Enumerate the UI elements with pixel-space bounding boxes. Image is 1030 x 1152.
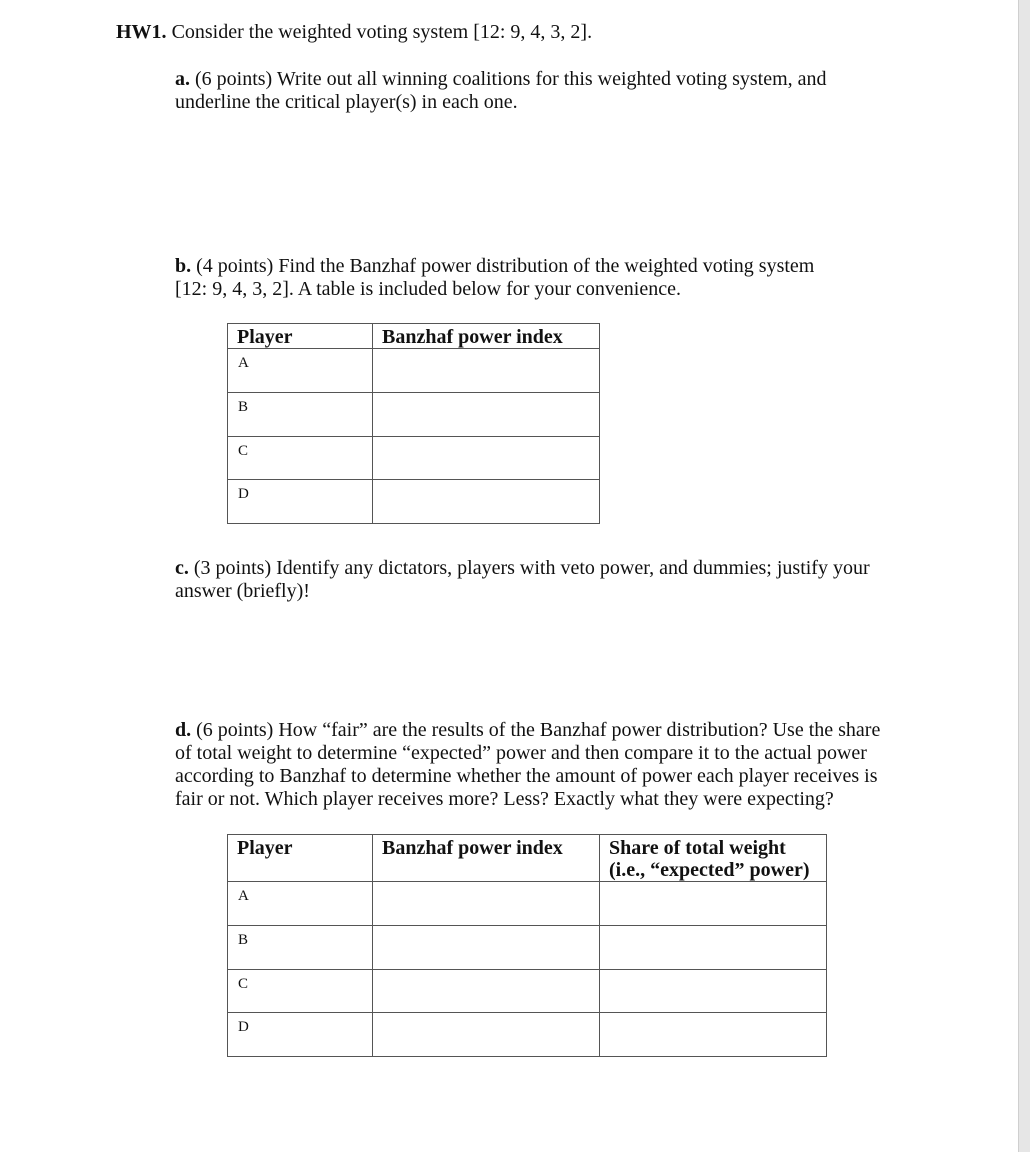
banzhaf-table [227, 323, 600, 524]
part-a-line-1 [175, 68, 827, 91]
player-cell-a: A [228, 349, 373, 393]
part-c-text-1: (3 points) Identify any dictators, players with veto power, and dummies; justify your [188, 557, 870, 579]
window-scrollbar[interactable] [1018, 0, 1030, 1152]
header-banzhaf-index: Banzhaf power index [373, 835, 600, 882]
part-c-label: c. [175, 557, 189, 579]
homework-prompt: Consider the weighted voting system [12: 9, 4, 3, 2]. [166, 21, 593, 43]
table-row [228, 970, 827, 1013]
table-row [228, 1013, 827, 1057]
table-row [228, 882, 827, 926]
player-cell-d: D [228, 480, 373, 524]
part-a-line-2: underline the critical player(s) in each one. [175, 91, 518, 113]
part-c-line-1 [175, 557, 870, 580]
header-player: Player [228, 835, 373, 882]
part-d-line-4: fair or not. Which player receives more? Less? Exactly what they were expecting? [175, 788, 834, 810]
fairness-table [227, 834, 827, 1057]
player-cell-b: B [228, 926, 373, 970]
part-d-text-1: (6 points) How “fair” are the results of the Banzhaf power distribution? Use the share [191, 719, 881, 741]
part-b-text-1: (4 points) Find the Banzhaf power distribution of the weighted voting system [191, 255, 815, 277]
banzhaf-cell-b[interactable] [373, 926, 600, 970]
header-share-line-2: (i.e., “expected” power) [609, 859, 810, 881]
player-cell-c: C [228, 970, 373, 1013]
header-player: Player [228, 324, 373, 349]
banzhaf-cell-b[interactable] [373, 393, 600, 437]
banzhaf-cell-c[interactable] [373, 437, 600, 480]
share-cell-d[interactable] [600, 1013, 827, 1057]
player-cell-c: C [228, 437, 373, 480]
player-cell-b: B [228, 393, 373, 437]
table-row [228, 437, 600, 480]
part-c-prompt [175, 557, 870, 603]
header-share-line-1: Share of total weight [609, 837, 786, 859]
fairness-table-header-row [228, 835, 827, 882]
banzhaf-cell-a[interactable] [373, 882, 600, 926]
part-b-label: b. [175, 255, 192, 277]
banzhaf-cell-a[interactable] [373, 349, 600, 393]
part-d-line-1 [175, 719, 880, 742]
share-cell-a[interactable] [600, 882, 827, 926]
table-row [228, 349, 600, 393]
table-row [228, 480, 600, 524]
part-d-line-2: of total weight to determine “expected” power and then compare it to the actual power [175, 742, 867, 764]
part-a-prompt [175, 68, 827, 114]
share-cell-c[interactable] [600, 970, 827, 1013]
banzhaf-cell-d[interactable] [373, 1013, 600, 1057]
homework-title [116, 20, 592, 44]
part-b-line-2: [12: 9, 4, 3, 2]. A table is included below for your convenience. [175, 278, 681, 300]
player-cell-a: A [228, 882, 373, 926]
part-d-prompt [175, 719, 880, 811]
table-row [228, 393, 600, 437]
banzhaf-cell-d[interactable] [373, 480, 600, 524]
homework-label: HW1. [116, 21, 167, 43]
part-a-label: a. [175, 68, 190, 90]
banzhaf-cell-c[interactable] [373, 970, 600, 1013]
table-row [228, 926, 827, 970]
part-d-label: d. [175, 719, 192, 741]
header-banzhaf-index: Banzhaf power index [373, 324, 600, 349]
header-share-of-weight [600, 835, 827, 882]
player-cell-d: D [228, 1013, 373, 1057]
part-c-line-2: answer (briefly)! [175, 580, 310, 602]
banzhaf-table-header-row [228, 324, 600, 349]
part-a-text-1: (6 points) Write out all winning coalitions for this weighted voting system, and [190, 68, 827, 90]
part-b-line-1 [175, 255, 814, 278]
share-cell-b[interactable] [600, 926, 827, 970]
part-b-prompt [175, 255, 814, 301]
part-d-line-3: according to Banzhaf to determine whether the amount of power each player receives is [175, 765, 878, 787]
